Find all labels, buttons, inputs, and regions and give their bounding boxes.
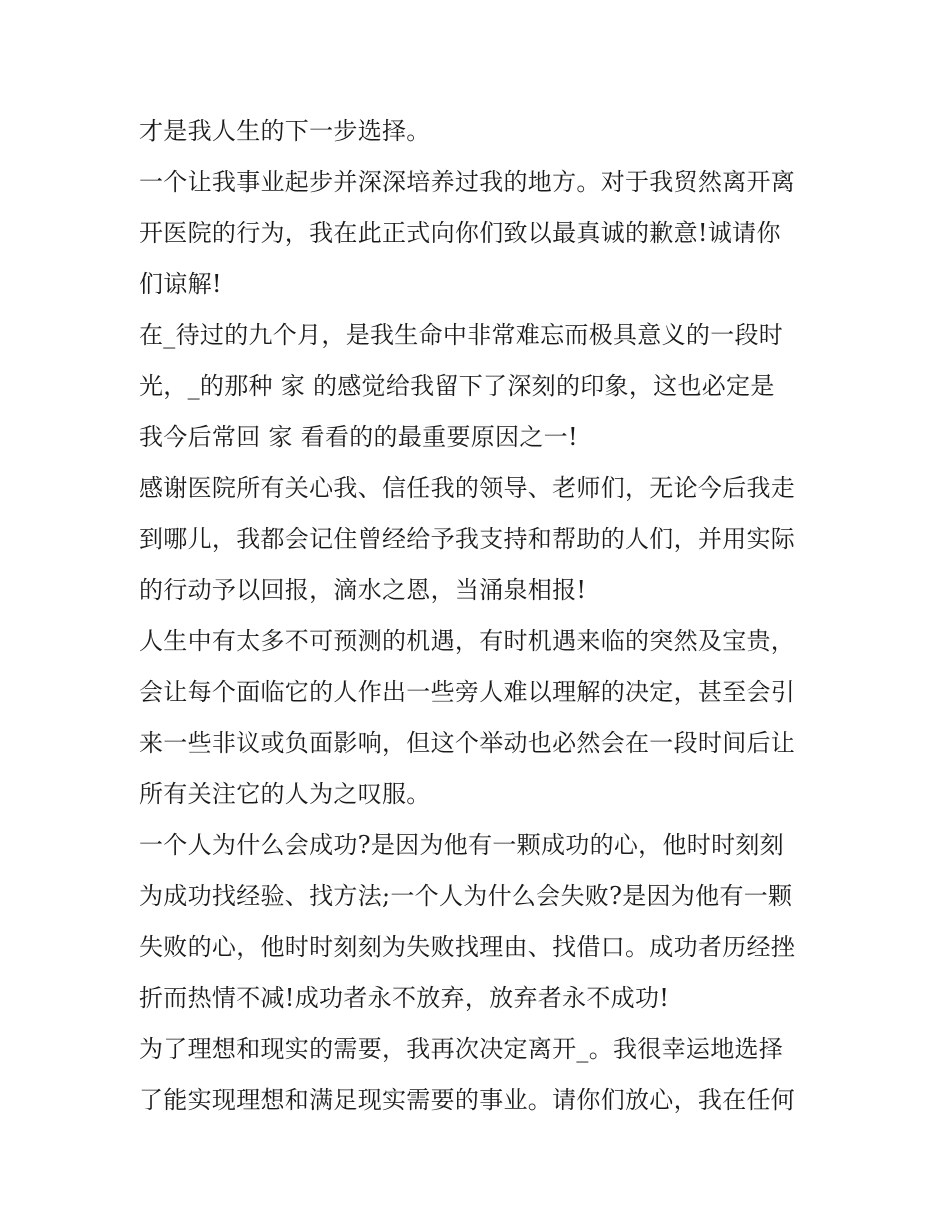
text-line: 为了理想和现实的需要，我再次决定离开_。我很幸运地选择	[139, 1035, 784, 1063]
text-line: 的行动予以回报，滴水之恩，当涌泉相报!	[139, 576, 587, 604]
text-line: 们谅解!	[139, 270, 222, 298]
text-line: 来一些非议或负面影响，但这个举动也必然会在一段时间后让	[139, 729, 796, 757]
text-line: 到哪儿，我都会记住曾经给予我支持和帮助的人们，并用实际	[139, 525, 796, 553]
text-line: 我今后常回 家 看看的的最重要原因之一!	[139, 423, 578, 451]
text-line: 折而热情不减!成功者永不放弃，放弃者永不成功!	[139, 984, 670, 1012]
text-line: 感谢医院所有关心我、信任我的领导、老师们，无论今后我走	[139, 474, 796, 502]
text-line: 一个人为什么会成功?是因为他有一颗成功的心，他时时刻刻	[139, 831, 784, 859]
text-line: 了能实现理想和满足现实需要的事业。请你们放心，我在任何	[139, 1086, 796, 1114]
text-line: 失败的心，他时时刻刻为失败找理由、找借口。成功者历经挫	[139, 933, 796, 961]
text-line: 在_待过的九个月，是我生命中非常难忘而极具意义的一段时	[139, 321, 784, 349]
text-line: 光，_的那种 家 的感觉给我留下了深刻的印象，这也必定是	[139, 372, 775, 400]
text-line: 所有关注它的人为之叹服。	[139, 780, 431, 808]
text-line: 开医院的行为，我在此正式向你们致以最真诚的歉意!诚请你	[139, 219, 781, 247]
text-line: 才是我人生的下一步选择。	[139, 117, 431, 145]
text-line: 为成功找经验、找方法;一个人为什么会失败?是因为他有一颗	[139, 882, 793, 910]
text-line: 一个让我事业起步并深深培养过我的地方。对于我贸然离开离	[139, 168, 796, 196]
text-line: 会让每个面临它的人作出一些旁人难以理解的决定，甚至会引	[139, 678, 796, 706]
text-line: 人生中有太多不可预测的机遇，有时机遇来临的突然及宝贵，	[139, 627, 796, 655]
text-column	[139, 106, 814, 1126]
